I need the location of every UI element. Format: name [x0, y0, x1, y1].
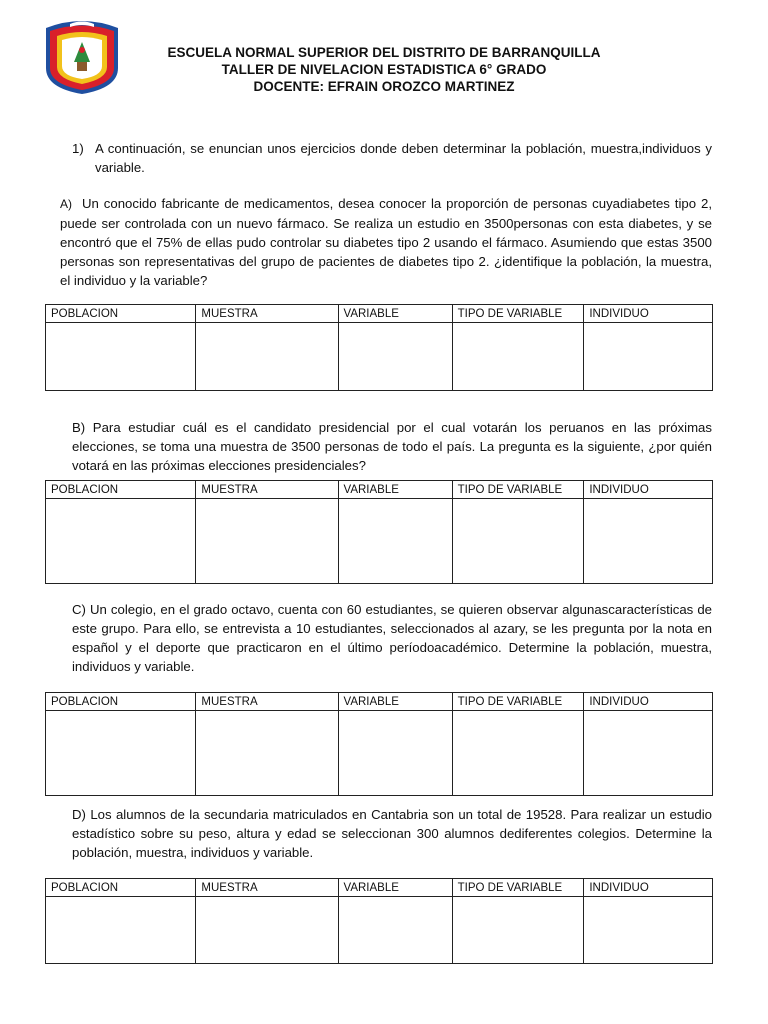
header-individuo: INDIVIDUO [584, 305, 713, 323]
answer-cell-variable[interactable] [338, 323, 452, 391]
header-tipo-variable: TIPO DE VARIABLE [452, 693, 584, 711]
question-a [60, 194, 712, 290]
answer-cell-muestra[interactable] [196, 897, 338, 964]
header-tipo-variable: TIPO DE VARIABLE [452, 305, 584, 323]
answer-cell-individuo[interactable] [584, 499, 713, 584]
header-tipo-variable: TIPO DE VARIABLE [452, 481, 584, 499]
answer-table-a [45, 304, 713, 391]
header-variable: VARIABLE [338, 481, 452, 499]
intro-number: 1) [72, 141, 84, 156]
answer-cell-muestra[interactable] [196, 499, 338, 584]
header-poblacion: POBLACION [46, 693, 196, 711]
answer-cell-individuo[interactable] [584, 711, 713, 796]
answer-table-d [45, 878, 713, 964]
header-variable: VARIABLE [338, 879, 452, 897]
answer-cell-poblacion[interactable] [46, 323, 196, 391]
answer-table-c [45, 692, 713, 796]
header-individuo: INDIVIDUO [584, 481, 713, 499]
question-b-text: B) Para estudiar cuál es el candidato presidencial por el cual votarán los peruanos en las próximas elecciones, se toma una muestra de 3500 personas de todo el país. La pregunta es la siguiente, ¿por quién votará en las próximas elecciones presidenciales? [72, 420, 712, 473]
answer-cell-muestra[interactable] [196, 323, 338, 391]
answer-cell-variable[interactable] [338, 897, 452, 964]
question-b [72, 418, 712, 475]
header-muestra: MUESTRA [196, 481, 338, 499]
school-logo [40, 16, 124, 96]
header-variable: VARIABLE [338, 693, 452, 711]
header-muestra: MUESTRA [196, 305, 338, 323]
header-individuo: INDIVIDUO [584, 693, 713, 711]
answer-cell-muestra[interactable] [196, 711, 338, 796]
question-a-label: A) [60, 197, 72, 211]
school-name: ESCUELA NORMAL SUPERIOR DEL DISTRITO DE BARRANQUILLA [167, 45, 601, 60]
question-c-text: C) Un colegio, en el grado octavo, cuenta con 60 estudiantes, se quieren observar algunascaracterísticas de este grupo. Para ello, se entrevista a 10 estudiantes, seleccionados al azary, se les pregunta por la nota en español y el deporte que practicaron en el último períodoacadémico. Determine la población, muestra, individuos y variable. [72, 602, 712, 674]
answer-cell-individuo[interactable] [584, 897, 713, 964]
question-a-text: Un conocido fabricante de medicamentos, desea conocer la proporción de personas cuyadiabetes tipo 2, puede ser controlada con un nuevo fármaco. Se realiza un estudio en 3500personas con esta diabetes, y se encontró que el 75% de ellas pudo controlar su diabetes tipo 2 usando el fármaco. Asumiendo que estas 3500 personas son representativas del grupo de pacientes de diabetes tipo 2. ¿identifique la población, la muestra, el individuo y la variable? [60, 196, 712, 288]
intro-instruction [72, 139, 712, 177]
header-tipo-variable: TIPO DE VARIABLE [452, 879, 584, 897]
intro-text: A continuación, se enuncian unos ejercicios donde deben determinar la población, muestra,individuos y variable. [95, 141, 712, 175]
answer-cell-variable[interactable] [338, 499, 452, 584]
answer-cell-tipo-variable[interactable] [452, 323, 584, 391]
header-poblacion: POBLACION [46, 305, 196, 323]
header-individuo: INDIVIDUO [584, 879, 713, 897]
question-d [72, 805, 712, 862]
header-muestra: MUESTRA [196, 879, 338, 897]
answer-cell-poblacion[interactable] [46, 499, 196, 584]
workshop-title: TALLER DE NIVELACION ESTADISTICA 6° GRADO [221, 62, 547, 77]
teacher-name: DOCENTE: EFRAIN OROZCO MARTINEZ [253, 79, 515, 94]
header-poblacion: POBLACION [46, 879, 196, 897]
question-c [72, 600, 712, 676]
answer-cell-tipo-variable[interactable] [452, 499, 584, 584]
document-header [120, 44, 648, 95]
answer-cell-poblacion[interactable] [46, 897, 196, 964]
answer-cell-individuo[interactable] [584, 323, 713, 391]
answer-cell-tipo-variable[interactable] [452, 897, 584, 964]
answer-table-b [45, 480, 713, 584]
answer-cell-tipo-variable[interactable] [452, 711, 584, 796]
answer-cell-variable[interactable] [338, 711, 452, 796]
header-variable: VARIABLE [338, 305, 452, 323]
header-poblacion: POBLACION [46, 481, 196, 499]
question-d-text: D) Los alumnos de la secundaria matriculados en Cantabria son un total de 19528. Para realizar un estudio estadístico sobre su peso, altura y edad se seleccionan 300 alumnos dediferentes colegios. Determine la población, muestra, individuos y variable. [72, 807, 712, 860]
answer-cell-poblacion[interactable] [46, 711, 196, 796]
header-muestra: MUESTRA [196, 693, 338, 711]
